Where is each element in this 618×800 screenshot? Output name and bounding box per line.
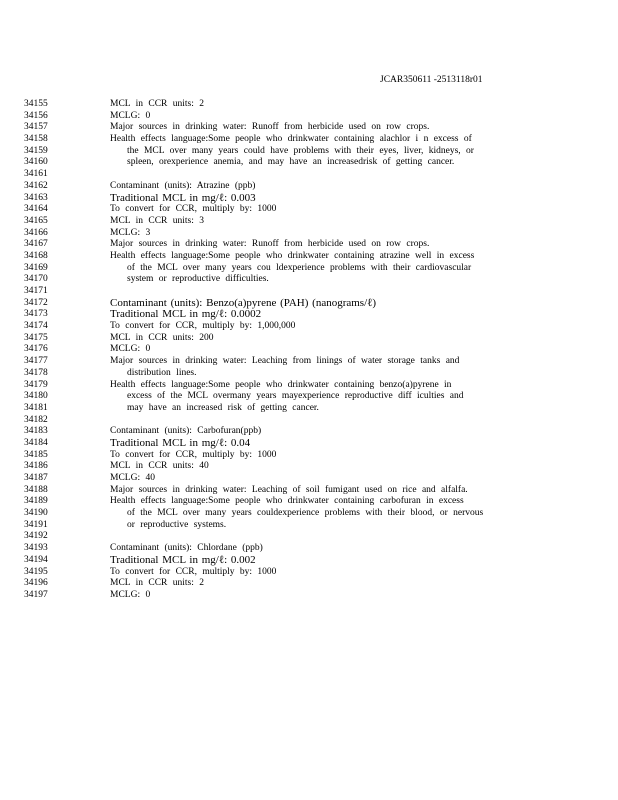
line-number: 34191: [24, 519, 48, 530]
text-line: system or reproductive difficulties.: [127, 274, 269, 285]
line-number: 34158: [24, 134, 48, 145]
line-number: 34197: [24, 589, 48, 600]
line-number: 34156: [24, 110, 48, 121]
line-number: 34180: [24, 391, 48, 402]
line-number: 34169: [24, 262, 48, 273]
line-number: 34173: [24, 309, 48, 320]
line-number: 34155: [24, 99, 48, 109]
text-line: MCL in CCR units: 3: [110, 215, 204, 226]
line-number: 34178: [24, 367, 48, 378]
line-number: 34165: [24, 215, 48, 226]
line-number: 34170: [24, 274, 48, 285]
line-number: 34193: [24, 543, 48, 554]
text-line: Health effects language:Some people who drinkwater containing atrazine well in excess: [110, 250, 475, 261]
text-line: Major sources in drinking water: Runoff from herbicide used on row crops.: [110, 239, 430, 250]
line-number: 34162: [24, 180, 48, 191]
document-header: JCAR350611 -2513118r01: [380, 75, 483, 85]
line-number: 34188: [24, 484, 48, 495]
text-line: the MCL over many years could have problems with their eyes, liver, kidneys, or: [127, 145, 474, 156]
line-number: 34164: [24, 204, 48, 215]
text-line: MCL in CCR units: 40: [110, 461, 209, 472]
text-line: Health effects language:Some people who drinkwater containing benzo(a)pyrene in: [110, 379, 452, 390]
line-number: 34157: [24, 122, 48, 133]
line-number: 34195: [24, 566, 48, 577]
line-number: 34167: [24, 239, 48, 250]
text-line: Contaminant (units): Carbofuran(ppb): [110, 426, 262, 437]
text-line: distribution lines.: [127, 367, 197, 378]
text-line: of the MCL over many years couldexperience problems with their blood, or nervous: [127, 508, 484, 519]
line-number: 34184: [24, 437, 48, 448]
text-line: MCLG: 0: [110, 110, 151, 121]
text-line: Traditional MCL in mg/ℓ: 0.04: [110, 436, 251, 449]
text-line: MCL in CCR units: 2: [110, 578, 204, 589]
line-number: 34186: [24, 461, 48, 472]
text-line: Traditional MCL in mg/ℓ: 0.0002: [110, 308, 262, 321]
text-line: To convert for CCR, multiply by: 1000: [110, 449, 277, 460]
text-line: MCLG: 3: [110, 227, 151, 238]
line-number: 34181: [24, 402, 48, 413]
text-line: Health effects language:Some people who drinkwater containing alachlor i n excess of: [110, 134, 472, 145]
line-number: 34183: [24, 426, 48, 437]
line-number: 34182: [24, 414, 48, 425]
line-number: 34171: [24, 286, 48, 296]
text-line: Contaminant (units): Chlordane (ppb): [110, 543, 263, 554]
line-number: 34175: [24, 332, 48, 343]
text-line: Contaminant (units): Atrazine (ppb): [110, 180, 256, 191]
text-line: Major sources in drinking water: Leaching from linings of water storage tanks and: [110, 356, 460, 367]
text-line: [110, 169, 550, 181]
line-number: 34177: [24, 356, 48, 367]
document-body: [110, 99, 550, 602]
line-number: 34190: [24, 508, 48, 519]
line-number: 34196: [24, 578, 48, 589]
text-line: may have an increased risk of getting cancer.: [127, 402, 319, 413]
text-line: or reproductive systems.: [127, 519, 227, 530]
line-number: 34176: [24, 344, 48, 355]
line-number: 34194: [24, 554, 48, 565]
text-line: MCLG: 0: [110, 344, 151, 355]
line-number: 34166: [24, 227, 48, 238]
text-line: [110, 531, 550, 543]
line-number: 34161: [24, 169, 48, 180]
text-line: [110, 286, 550, 298]
text-line: MCL in CCR units: 2: [110, 99, 204, 109]
text-line: spleen, orexperience anemia, and may have an increasedrisk of getting cancer.: [127, 157, 455, 168]
line-number: 34192: [24, 531, 48, 542]
text-line: Health effects language:Some people who drinkwater containing carbofuran in excess: [110, 496, 464, 507]
line-number-column: [24, 99, 84, 602]
line-number: 34179: [24, 379, 48, 390]
line-number: 34168: [24, 250, 48, 261]
text-line: excess of the MCL overmany years mayexperience reproductive diff iculties and: [127, 391, 464, 402]
text-line: To convert for CCR, multiply by: 1,000,000: [110, 321, 296, 332]
text-line: of the MCL over many years cou ldexperience problems with their cardiovascular: [127, 262, 472, 273]
line-number: 34160: [24, 157, 48, 168]
line-number: 34172: [24, 297, 48, 308]
line-number: 34187: [24, 473, 48, 483]
text-line: MCL in CCR units: 200: [110, 332, 214, 343]
text-line: Major sources in drinking water: Leaching of soil fumigant used on rice and alfalfa.: [110, 484, 468, 495]
text-line: Traditional MCL in mg/ℓ: 0.002: [110, 553, 256, 566]
text-line: Major sources in drinking water: Runoff from herbicide used on row crops.: [110, 122, 430, 133]
text-line: To convert for CCR, multiply by: 1000: [110, 566, 277, 577]
text-line: To convert for CCR, multiply by: 1000: [110, 204, 277, 215]
text-line: MCLG: 40: [110, 473, 155, 483]
text-line: [110, 415, 550, 427]
text-line: Contaminant (units): Benzo(a)pyrene (PAH) (nanograms/ℓ): [110, 296, 377, 309]
line-number: 34174: [24, 321, 48, 332]
line-number: 34189: [24, 496, 48, 507]
line-number: 34185: [24, 449, 48, 460]
line-number: 34163: [24, 192, 48, 203]
text-line: Traditional MCL in mg/ℓ: 0.003: [110, 191, 256, 204]
line-number: 34159: [24, 145, 48, 156]
text-line: MCLG: 0: [110, 589, 151, 600]
